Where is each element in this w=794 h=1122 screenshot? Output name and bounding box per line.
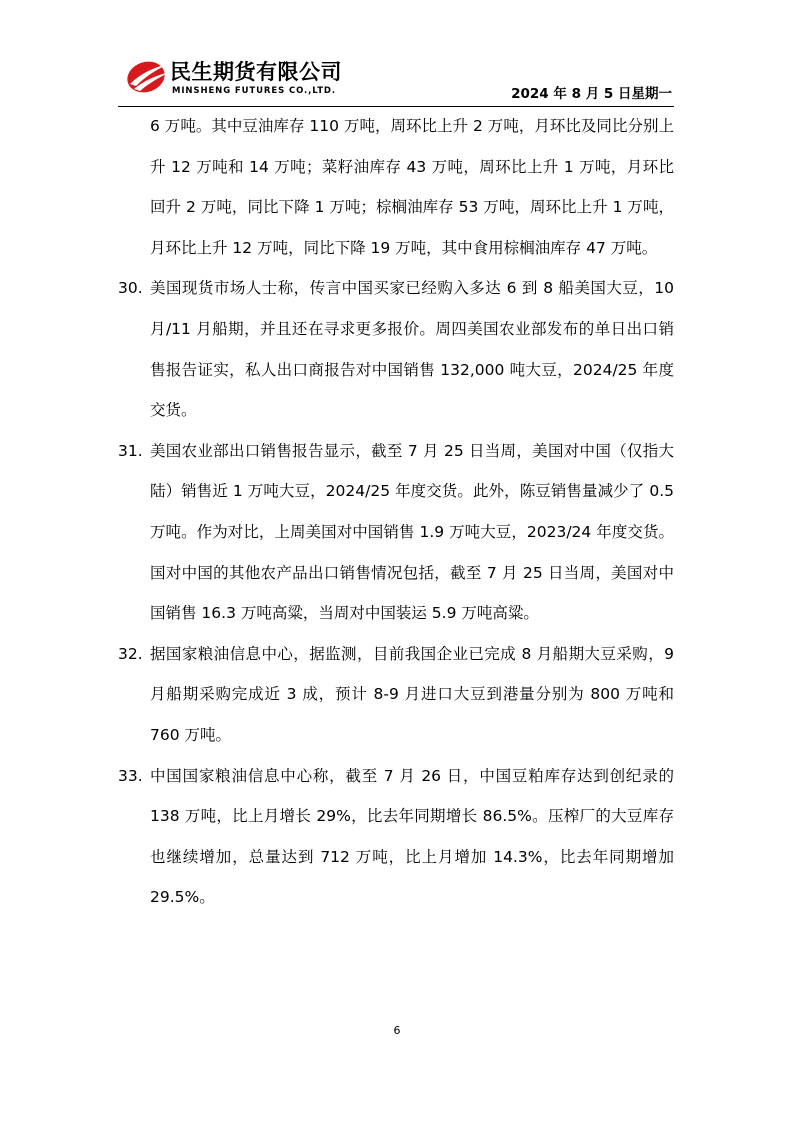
company-name-en: MINSHENG FUTURES CO.,LTD. <box>172 86 336 96</box>
continued-paragraph: 6 万吨。其中豆油库存 110 万吨，周环比上升 2 万吨，月环比及同比分别上升 12 万吨和 14 万吨；菜籽油库存 43 万吨，周环比上升 1 万吨，月环比回升 2 万吨，同比下降 1 万吨；棕榈油库存 53 万吨，周环比上升 1 万吨，月环比上升 12 万吨，同比下降 19 万吨，其中食用棕榈油库存 47 万吨。 <box>150 117 674 257</box>
item-number: 31. <box>118 441 143 460</box>
news-item-31 <box>118 431 674 634</box>
report-date: 2024 年 8 月 5 日星期一 <box>511 86 672 102</box>
news-item-32 <box>118 634 674 756</box>
news-item-30 <box>118 268 674 430</box>
report-body <box>118 106 674 918</box>
item-number: 32. <box>118 644 143 663</box>
item-number: 30. <box>118 279 143 298</box>
item-text: 据国家粮油信息中心，据监测，目前我国企业已完成 8 月船期大豆采购，9 月船期采购完成近 3 成，预计 8-9 月进口大豆到港量分别为 800 万吨和 760 万吨。 <box>150 644 674 744</box>
page-header <box>118 50 674 106</box>
page-number: 6 <box>393 1024 401 1037</box>
company-name-cn: 民生期货有限公司 <box>170 60 342 84</box>
minsheng-swoosh-logo-icon <box>124 56 172 96</box>
item-text: 中国国家粮油信息中心称，截至 7 月 26 日，中国豆粕库存达到创纪录的 138 万吨，比上月增长 29%，比去年同期增长 86.5%。压榨厂的大豆库存也继续增加，总量达到 712 万吨，比上月增加 14.3%，比去年同期增加 29.5%。 <box>150 766 674 907</box>
item-text: 美国现货市场人士称，传言中国买家已经购入多达 6 到 8 船美国大豆，10 月/11 月船期，并且还在寻求更多报价。周四美国农业部发布的单日出口销售报告证实，私人出口商报告对中国销售 132,000 吨大豆，2024/25 年度交货。 <box>150 279 674 420</box>
news-item-33 <box>118 756 674 918</box>
item-number: 33. <box>118 766 143 785</box>
item-text: 美国农业部出口销售报告显示，截至 7 月 25 日当周，美国对中国（仅指大陆）销售近 1 万吨大豆，2024/25 年度交货。此外，陈豆销售量减少了 0.5 万吨。作为对比，上周美国对中国销售 1.9 万吨大豆，2023/24 年度交货。国对中国的其他农产品出口销售情况包括，截至 7 月 25 日当周，美国对中国销售 16.3 万吨高粱，当周对中国装运 5.9 万吨高粱。 <box>150 441 674 623</box>
